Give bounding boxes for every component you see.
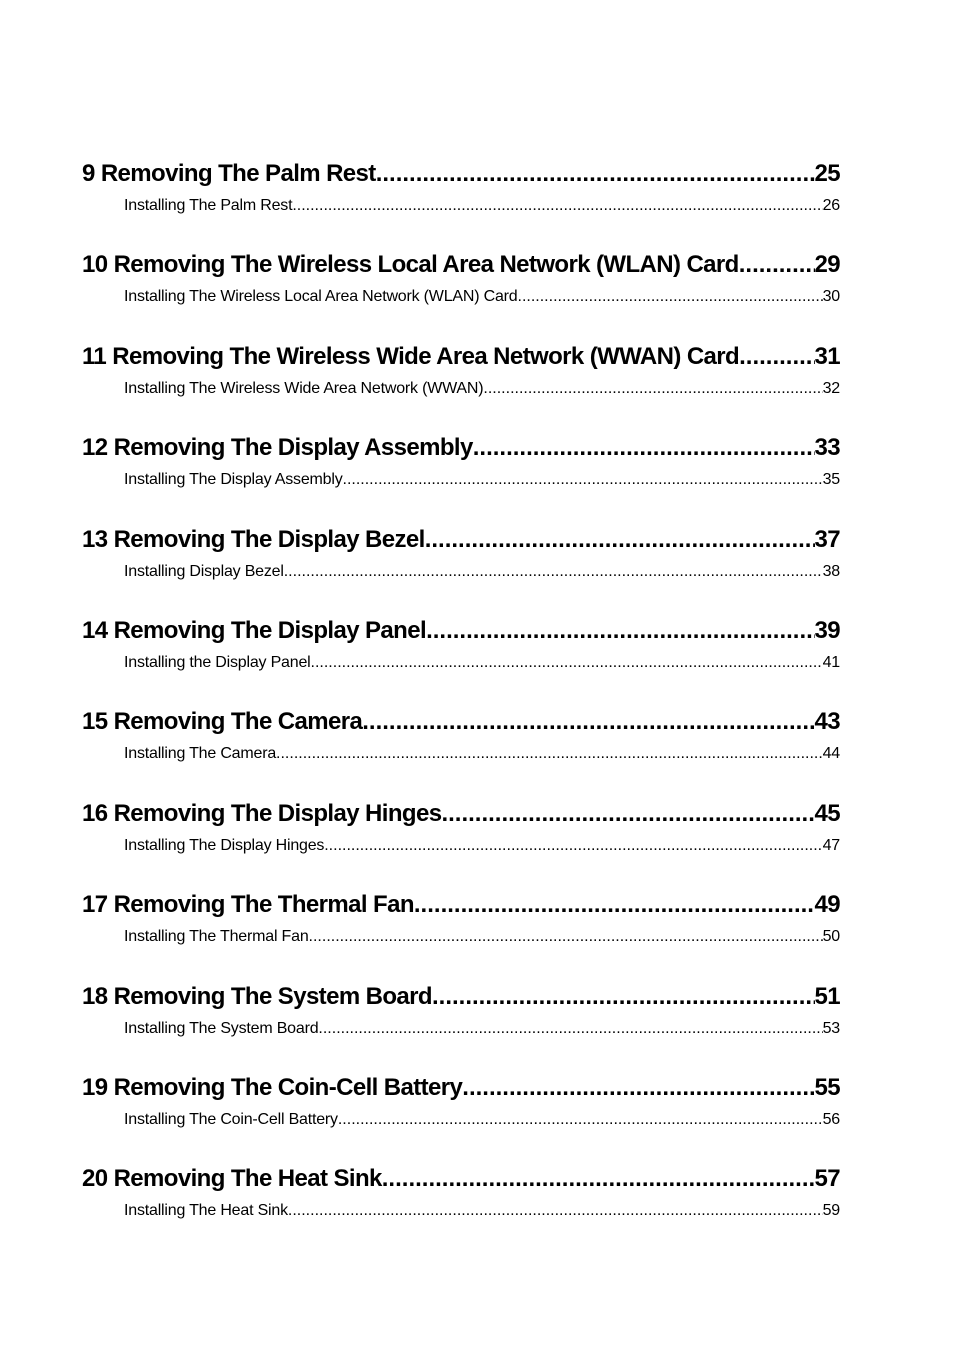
- section-title: Installing The Thermal Fan: [124, 928, 309, 946]
- section-link[interactable]: [124, 373, 840, 405]
- chapter-title: 12 Removing The Display Assembly: [82, 434, 473, 462]
- chapter-title: 20 Removing The Heat Sink: [82, 1165, 382, 1193]
- dot-leader: [318, 1013, 822, 1045]
- section-title: Installing The Wireless Wide Area Network (WWAN): [124, 379, 484, 397]
- toc-entry: [82, 889, 840, 980]
- toc-entry: [82, 615, 840, 706]
- chapter-link[interactable]: [82, 889, 840, 921]
- chapter-title: 19 Removing The Coin-Cell Battery: [82, 1073, 463, 1101]
- dot-leader: [414, 889, 815, 921]
- chapter-page-number: 25: [814, 160, 840, 187]
- toc-entry: [82, 249, 840, 340]
- toc-entry: [82, 341, 840, 432]
- chapter-link[interactable]: [82, 1163, 840, 1195]
- section-link[interactable]: [124, 464, 840, 496]
- chapter-link[interactable]: [82, 341, 840, 373]
- chapter-link[interactable]: [82, 1072, 840, 1104]
- toc-entry: [82, 981, 840, 1072]
- chapter-title: 16 Removing The Display Hinges: [82, 799, 442, 827]
- section-page-number: 56: [822, 1110, 840, 1128]
- section-link[interactable]: [124, 281, 840, 313]
- section-page-number: 26: [822, 197, 840, 214]
- dot-leader: [376, 158, 815, 190]
- dot-leader: [483, 373, 822, 405]
- chapter-link[interactable]: [82, 706, 840, 738]
- chapter-title: 9 Removing The Palm Rest: [82, 160, 376, 187]
- dot-leader: [338, 1104, 823, 1136]
- chapter-page-number: 45: [814, 799, 840, 827]
- section-page-number: 32: [822, 379, 840, 397]
- chapter-title: 17 Removing The Thermal Fan: [82, 891, 414, 919]
- section-link[interactable]: [124, 647, 840, 679]
- section-link[interactable]: [124, 1195, 840, 1227]
- dot-leader: [518, 281, 823, 313]
- section-page-number: 53: [822, 1019, 840, 1037]
- section-title: Installing The Camera: [124, 745, 277, 763]
- dot-leader: [426, 615, 814, 647]
- dot-leader: [292, 190, 822, 222]
- chapter-link[interactable]: [82, 798, 840, 830]
- section-title: Installing The System Board: [124, 1019, 319, 1037]
- dot-leader: [441, 798, 814, 830]
- section-link[interactable]: [124, 921, 840, 953]
- dot-leader: [473, 432, 815, 464]
- section-link[interactable]: [124, 1104, 840, 1136]
- chapter-link[interactable]: [82, 615, 840, 647]
- toc-entry: [82, 798, 840, 889]
- section-title: Installing the Display Panel: [124, 653, 311, 671]
- dot-leader: [462, 1072, 814, 1104]
- dot-leader: [739, 341, 814, 373]
- chapter-page-number: 33: [814, 434, 840, 462]
- section-link[interactable]: [124, 1013, 840, 1045]
- section-title: Installing The Display Hinges: [124, 836, 325, 854]
- dot-leader: [324, 830, 822, 862]
- toc-entry: [82, 432, 840, 523]
- chapter-link[interactable]: [82, 981, 840, 1013]
- dot-leader: [362, 706, 814, 738]
- chapter-page-number: 31: [814, 342, 840, 370]
- table-of-contents: [82, 158, 840, 1255]
- dot-leader: [739, 249, 815, 281]
- section-page-number: 50: [822, 928, 840, 946]
- section-page-number: 44: [822, 745, 840, 763]
- chapter-link[interactable]: [82, 158, 840, 190]
- dot-leader: [288, 1195, 823, 1227]
- toc-entry: [82, 158, 840, 249]
- toc-entry: [82, 524, 840, 615]
- section-page-number: 38: [822, 562, 840, 580]
- section-link[interactable]: [124, 190, 840, 222]
- section-page-number: 47: [822, 836, 840, 854]
- dot-leader: [311, 647, 823, 679]
- section-link[interactable]: [124, 830, 840, 862]
- section-page-number: 35: [822, 471, 840, 489]
- section-title: Installing The Coin-Cell Battery: [124, 1110, 338, 1128]
- section-title: Installing The Wireless Local Area Network (WLAN) Card: [124, 288, 518, 306]
- chapter-title: 10 Removing The Wireless Local Area Network (WLAN) Card: [82, 251, 739, 279]
- section-page-number: 30: [822, 288, 840, 306]
- dot-leader: [276, 738, 823, 770]
- chapter-page-number: 51: [814, 982, 840, 1010]
- section-link[interactable]: [124, 556, 840, 588]
- chapter-link[interactable]: [82, 249, 840, 281]
- chapter-link[interactable]: [82, 524, 840, 556]
- chapter-title: 15 Removing The Camera: [82, 708, 363, 736]
- chapter-page-number: 57: [814, 1165, 840, 1193]
- toc-entry: [82, 1072, 840, 1163]
- section-page-number: 41: [822, 653, 840, 671]
- section-title: Installing The Heat Sink: [124, 1202, 288, 1220]
- chapter-page-number: 55: [814, 1073, 840, 1101]
- chapter-page-number: 39: [814, 616, 840, 644]
- chapter-page-number: 37: [814, 525, 840, 553]
- chapter-page-number: 29: [814, 251, 840, 279]
- toc-entry: [82, 1163, 840, 1254]
- section-title: Installing The Display Assembly: [124, 471, 343, 489]
- dot-leader: [425, 524, 815, 556]
- chapter-page-number: 49: [814, 891, 840, 919]
- chapter-page-number: 43: [814, 708, 840, 736]
- chapter-title: 14 Removing The Display Panel: [82, 616, 427, 644]
- dot-leader: [432, 981, 815, 1013]
- dot-leader: [284, 556, 823, 588]
- section-title: Installing The Palm Rest: [124, 197, 293, 214]
- chapter-title: 11 Removing The Wireless Wide Area Network (WWAN) Card: [82, 342, 740, 370]
- toc-entry: [82, 706, 840, 797]
- chapter-title: 18 Removing The System Board: [82, 982, 432, 1010]
- chapter-link[interactable]: [82, 432, 840, 464]
- dot-leader: [309, 921, 823, 953]
- section-link[interactable]: [124, 738, 840, 770]
- section-title: Installing Display Bezel: [124, 562, 284, 580]
- section-page-number: 59: [822, 1202, 840, 1220]
- chapter-title: 13 Removing The Display Bezel: [82, 525, 425, 553]
- dot-leader: [343, 464, 823, 496]
- dot-leader: [382, 1163, 815, 1195]
